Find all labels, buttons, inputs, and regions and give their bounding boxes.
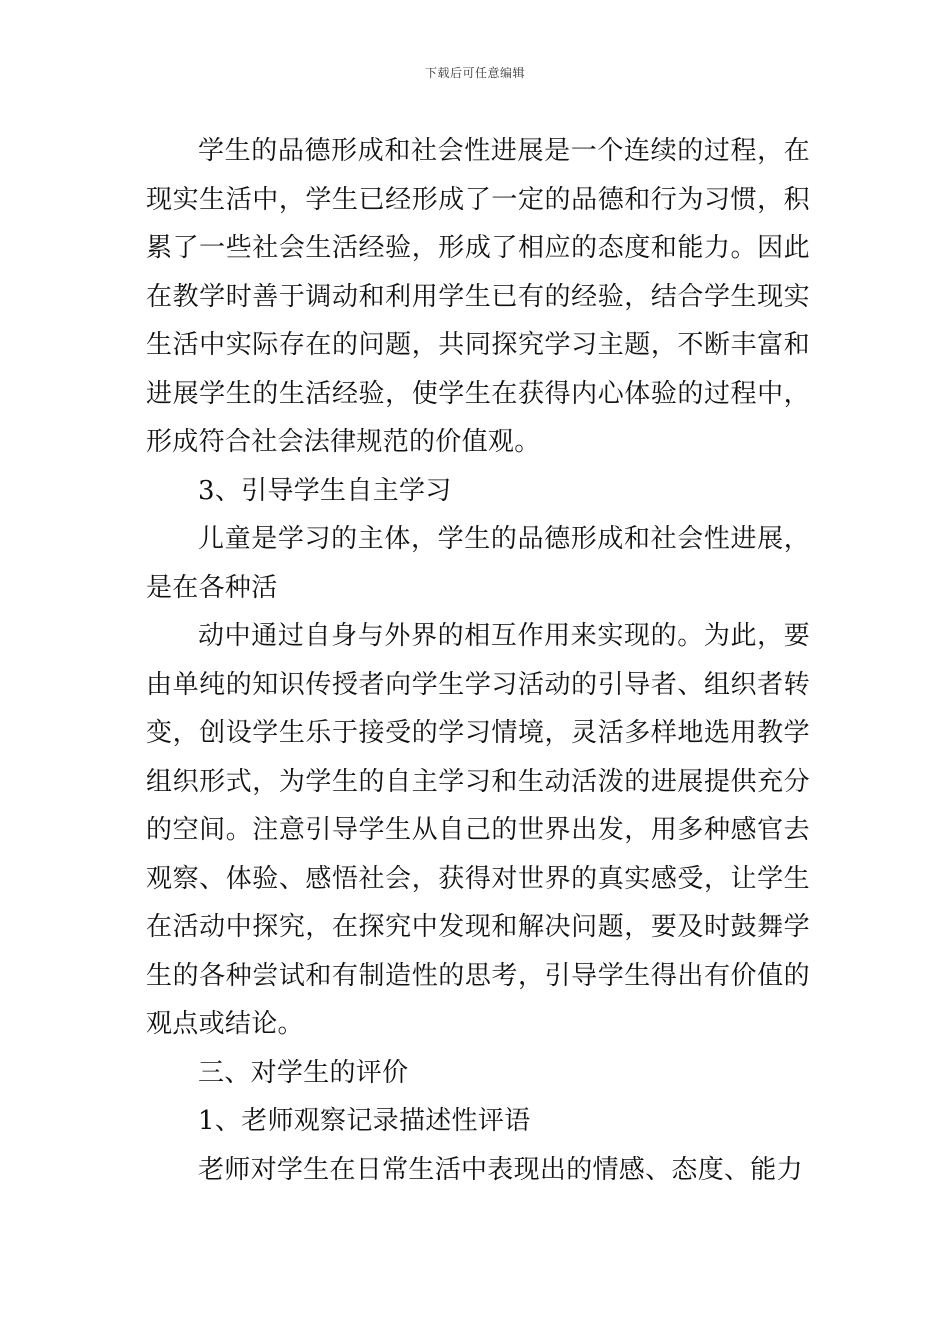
heading-guide-autonomous-learning: 3、引导学生自主学习 [198, 475, 452, 506]
document-body [146, 127, 810, 1194]
paragraph-moral-development: 学生的品德形成和社会性进展是一个连续的过程，在现实生活中，学生已经形成了一定的品德和行为习惯，积累了一些社会生活经验，形成了相应的态度和能力。因此在教学时善于调动和利用学生已有的经验，结合学生现实生活中实际存在的问题，共同探究学习主题，不断丰富和进展学生的生活经验，使学生在获得内心体验的过程中，形成符合社会法律规范的价值观。 [146, 136, 810, 457]
paragraph-activity-interaction: 动中通过自身与外界的相互作用来实现的。为此，要由单纯的知识传授者向学生学习活动的引导者、组织者转变，创设学生乐于接受的学习情境，灵活多样地选用教学组织形式，为学生的自主学习和生动活泼的进展提供充分的空间。注意引导学生从自己的世界出发，用多种感官去观察、体验、感悟社会，获得对世界的真实感受，让学生在活动中探究，在探究中发现和解决问题，要及时鼓舞学生的各种尝试和有制造性的思考，引导学生得出有价值的观点或结论。 [146, 621, 810, 1039]
page-header: 下载后可任意编辑 [424, 66, 525, 80]
paragraph-children-learning-subject: 儿童是学习的主体，学生的品德形成和社会性进展，是在各种活 [146, 524, 810, 603]
paragraph-teacher-observation: 老师对学生在日常生活中表现出的情感、态度、能力 [198, 1154, 803, 1185]
heading-teacher-observation: 1、老师观察记录描述性评语 [198, 1106, 531, 1136]
heading-student-evaluation: 三、对学生的评价 [198, 1057, 409, 1088]
